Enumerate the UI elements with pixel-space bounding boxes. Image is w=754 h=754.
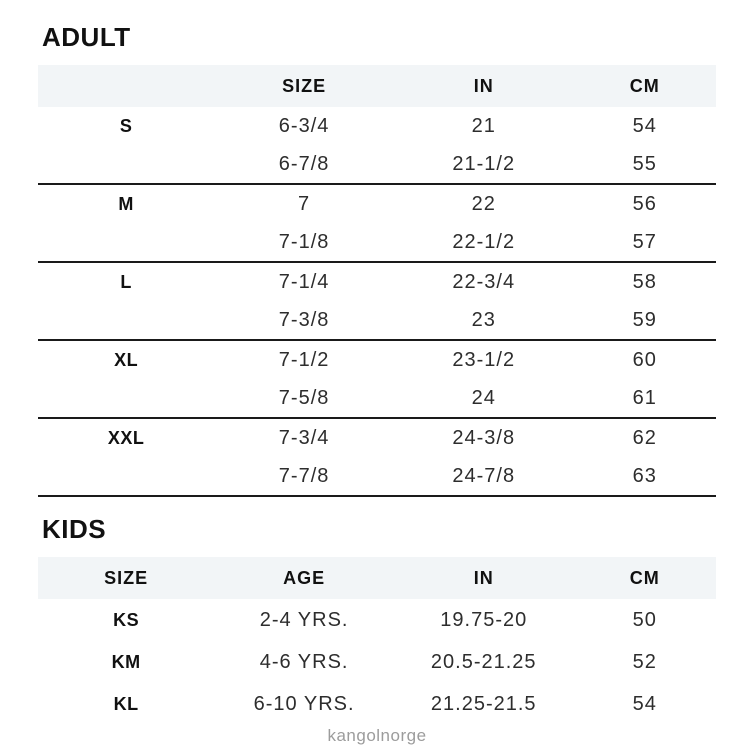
cm-value: 61	[632, 386, 657, 409]
adult-header-in: IN	[394, 65, 574, 107]
size-label: KS	[113, 609, 140, 630]
hat-size-value: 7-3/8	[278, 308, 330, 331]
inches-value: 22-1/2	[452, 230, 516, 253]
kids-header-in: IN	[394, 557, 574, 599]
hat-size-value: 6-3/4	[278, 114, 330, 137]
hat-size-value: 7-1/4	[278, 270, 330, 293]
cm-value: 58	[632, 270, 657, 293]
kids-table-header-row	[38, 557, 716, 599]
inches-value: 24-7/8	[452, 464, 516, 487]
cm-value: 56	[632, 192, 657, 215]
size-label	[38, 457, 214, 496]
adult-table-header-row	[38, 65, 716, 107]
inches-value: 21.25-21.5	[430, 692, 537, 715]
size-label: L	[120, 271, 132, 292]
size-label: KM	[111, 651, 141, 672]
kids-section-title: KIDS	[42, 514, 107, 544]
size-label: M	[118, 193, 134, 214]
cm-value: 52	[632, 650, 657, 673]
cm-value: 62	[632, 426, 657, 449]
size-label	[38, 379, 214, 418]
inches-value: 24-3/8	[452, 426, 516, 449]
hat-size-value: 7-5/8	[278, 386, 330, 409]
hat-size-value: 7-1/2	[278, 348, 330, 371]
inches-value: 22	[471, 192, 496, 215]
table-row	[38, 107, 716, 145]
hat-size-value: 7-1/8	[278, 230, 330, 253]
size-group-s	[38, 107, 716, 184]
table-row	[38, 223, 716, 262]
adult-size-table	[38, 65, 716, 497]
inches-value: 19.75-20	[440, 608, 528, 631]
table-row	[38, 340, 716, 379]
size-group-xxl	[38, 418, 716, 496]
hat-size-value: 7	[298, 192, 311, 215]
cm-value: 63	[632, 464, 657, 487]
size-group-xl	[38, 340, 716, 418]
kids-header-cm: CM	[574, 557, 716, 599]
table-row	[38, 145, 716, 184]
table-row	[38, 457, 716, 496]
kids-section	[38, 514, 716, 725]
size-group-m	[38, 184, 716, 262]
hat-size-value: 7-3/4	[278, 426, 330, 449]
age-value: 6-10 YRS.	[253, 692, 355, 715]
size-label	[38, 301, 214, 340]
inches-value: 23	[471, 308, 496, 331]
hat-size-value: 7-7/8	[278, 464, 330, 487]
cm-value: 55	[632, 152, 657, 175]
cm-value: 59	[632, 308, 657, 331]
cm-value: 54	[632, 114, 657, 137]
age-value: 2-4 YRS.	[259, 608, 349, 631]
inches-value: 23-1/2	[452, 348, 516, 371]
kids-size-table	[38, 557, 716, 725]
table-row	[38, 641, 716, 683]
adult-header-blank	[38, 65, 214, 107]
adult-header-cm: CM	[574, 65, 716, 107]
cm-value: 54	[632, 692, 657, 715]
table-row	[38, 418, 716, 457]
adult-header-size: SIZE	[214, 65, 394, 107]
inches-value: 24	[471, 386, 496, 409]
age-value: 4-6 YRS.	[259, 650, 349, 673]
table-row	[38, 184, 716, 223]
size-label: KL	[113, 693, 139, 714]
cm-value: 50	[632, 608, 657, 631]
size-group-l	[38, 262, 716, 340]
size-label: S	[119, 115, 133, 136]
hat-size-value: 6-7/8	[278, 152, 330, 175]
cm-value: 57	[632, 230, 657, 253]
cm-value: 60	[632, 348, 657, 371]
adult-section	[38, 22, 716, 497]
size-label: XL	[114, 349, 139, 370]
kids-header-age: AGE	[214, 557, 394, 599]
table-row	[38, 379, 716, 418]
table-row	[38, 683, 716, 725]
inches-value: 21	[471, 114, 496, 137]
inches-value: 21-1/2	[452, 152, 516, 175]
watermark: kangolnorge	[327, 726, 427, 745]
size-label: XXL	[107, 427, 145, 448]
inches-value: 20.5-21.25	[430, 650, 537, 673]
inches-value: 22-3/4	[452, 270, 516, 293]
table-row	[38, 599, 716, 641]
size-label	[38, 223, 214, 262]
table-row	[38, 301, 716, 340]
kids-header-size: SIZE	[38, 557, 214, 599]
size-label	[38, 145, 214, 184]
adult-section-title: ADULT	[42, 22, 131, 52]
table-row	[38, 262, 716, 301]
